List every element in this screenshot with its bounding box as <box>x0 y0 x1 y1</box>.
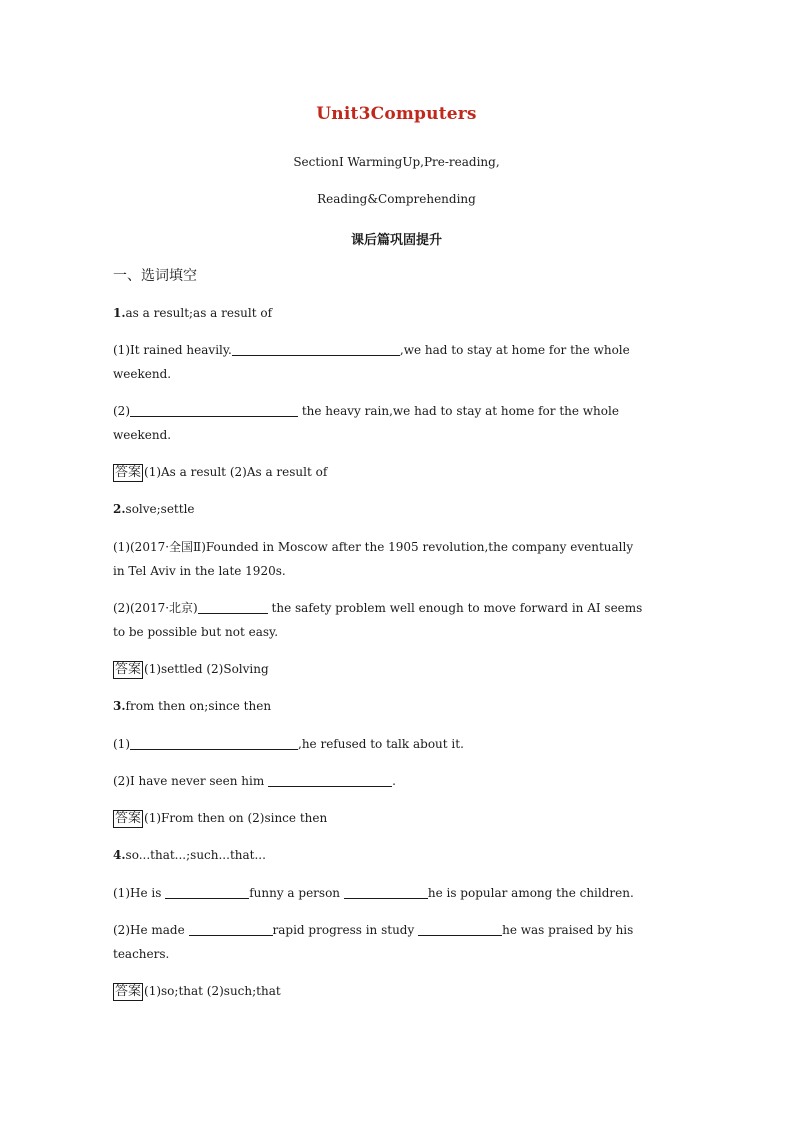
item-2-answer-line <box>113 657 683 681</box>
item-4-q2-text-c: he was praised by his <box>502 923 634 937</box>
item-1-q1-blank[interactable] <box>232 341 400 356</box>
item-1-q2-blank[interactable] <box>130 402 298 417</box>
item-3-q1-line <box>113 732 683 756</box>
subheader: 课后篇巩固提升 <box>350 233 442 248</box>
item-1-number: 1. <box>113 306 126 320</box>
item-2-q2-cont: to be possible but not easy. <box>113 625 279 639</box>
item-3-q2-text-b: . <box>392 774 396 788</box>
item-2-q1-cont: in Tel Aviv in the late 1920s. <box>113 564 286 578</box>
item-1-q2-text-b: the heavy rain,we had to stay at home for the whole <box>298 404 619 418</box>
item-3-q2-text-a: (2)I have never seen him <box>113 774 269 788</box>
item-4-q2-blank-2[interactable] <box>418 921 502 936</box>
section-line-2: Reading&Comprehending <box>317 192 476 206</box>
item-1-q2-line <box>113 399 683 423</box>
unit-title: Unit3Computers <box>316 104 477 124</box>
item-1-phrases-line <box>113 301 683 325</box>
item-2-phrases-line <box>113 497 683 521</box>
item-3-answer-line <box>113 806 683 830</box>
item-2-q1-line: (1)(2017·全国Ⅱ)Founded in Moscow after the 1905 revolution,the company eventually <box>113 540 634 554</box>
item-4-q2-line <box>113 918 683 942</box>
item-2-q2-text-b: the safety problem well enough to move forward in AI seems <box>267 601 643 615</box>
item-3-q1-blank[interactable] <box>130 735 298 750</box>
part-heading: 一、选词填空 <box>113 268 197 284</box>
item-2-q2-line <box>113 596 683 620</box>
item-3-q1-text-a: (1) <box>113 737 130 751</box>
item-3-phrases: from then on;since then <box>125 699 272 713</box>
item-4-q1-text-b: funny a person <box>249 886 344 900</box>
item-3-q1-text-b: ,he refused to talk about it. <box>298 737 464 751</box>
item-1-q1-cont: weekend. <box>113 367 172 381</box>
item-2-answer: (1)settled (2)Solving <box>144 662 269 676</box>
item-2-phrases: solve;settle <box>125 502 195 516</box>
item-3-phrases-line <box>113 694 683 718</box>
item-3-answer: (1)From then on (2)since then <box>144 811 328 825</box>
item-4-q1-text-a: (1)He is <box>113 886 166 900</box>
item-1-phrases: as a result;as a result of <box>125 306 273 320</box>
answer-label: 答案 <box>115 811 142 826</box>
item-4-answer-line <box>113 979 683 1003</box>
item-2-q2-blank[interactable] <box>198 599 268 614</box>
answer-label: 答案 <box>115 662 142 677</box>
item-4-q1-blank-2[interactable] <box>344 884 428 899</box>
item-4-q1-line <box>113 881 683 905</box>
item-3-number: 3. <box>113 699 126 713</box>
item-4-q2-blank-1[interactable] <box>189 921 273 936</box>
item-3-q2-blank[interactable] <box>268 772 392 787</box>
item-1-q2-text-a: (2) <box>113 404 130 418</box>
item-4-answer: (1)so;that (2)such;that <box>144 984 281 998</box>
item-1-q2-cont: weekend. <box>113 428 172 442</box>
item-4-q2-text-b: rapid progress in study <box>272 923 419 937</box>
item-4-q1-blank-1[interactable] <box>165 884 249 899</box>
section-line-1: SectionⅠ WarmingUp,Pre-reading, <box>293 155 500 169</box>
item-4-phrases: so...that...;such...that... <box>125 848 266 862</box>
item-1-answer-line <box>113 460 683 484</box>
item-1-answer: (1)As a result (2)As a result of <box>144 465 328 479</box>
answer-label: 答案 <box>115 465 142 480</box>
answer-label: 答案 <box>115 984 142 999</box>
item-4-q1-text-c: he is popular among the children. <box>427 886 634 900</box>
item-3-q2-line <box>113 769 683 793</box>
item-4-q2-cont: teachers. <box>113 947 170 961</box>
item-4-q2-text-a: (2)He made <box>113 923 189 937</box>
item-1-q1-text-b: ,we had to stay at home for the whole <box>399 343 630 357</box>
item-4-phrases-line <box>113 843 683 867</box>
item-1-q1-text-a: (1)It rained heavily. <box>113 343 232 357</box>
item-4-number: 4. <box>113 848 126 862</box>
item-2-q2-text-a: (2)(2017·北京) <box>113 601 198 615</box>
item-1-q1-line <box>113 338 683 362</box>
item-2-number: 2. <box>113 502 126 516</box>
